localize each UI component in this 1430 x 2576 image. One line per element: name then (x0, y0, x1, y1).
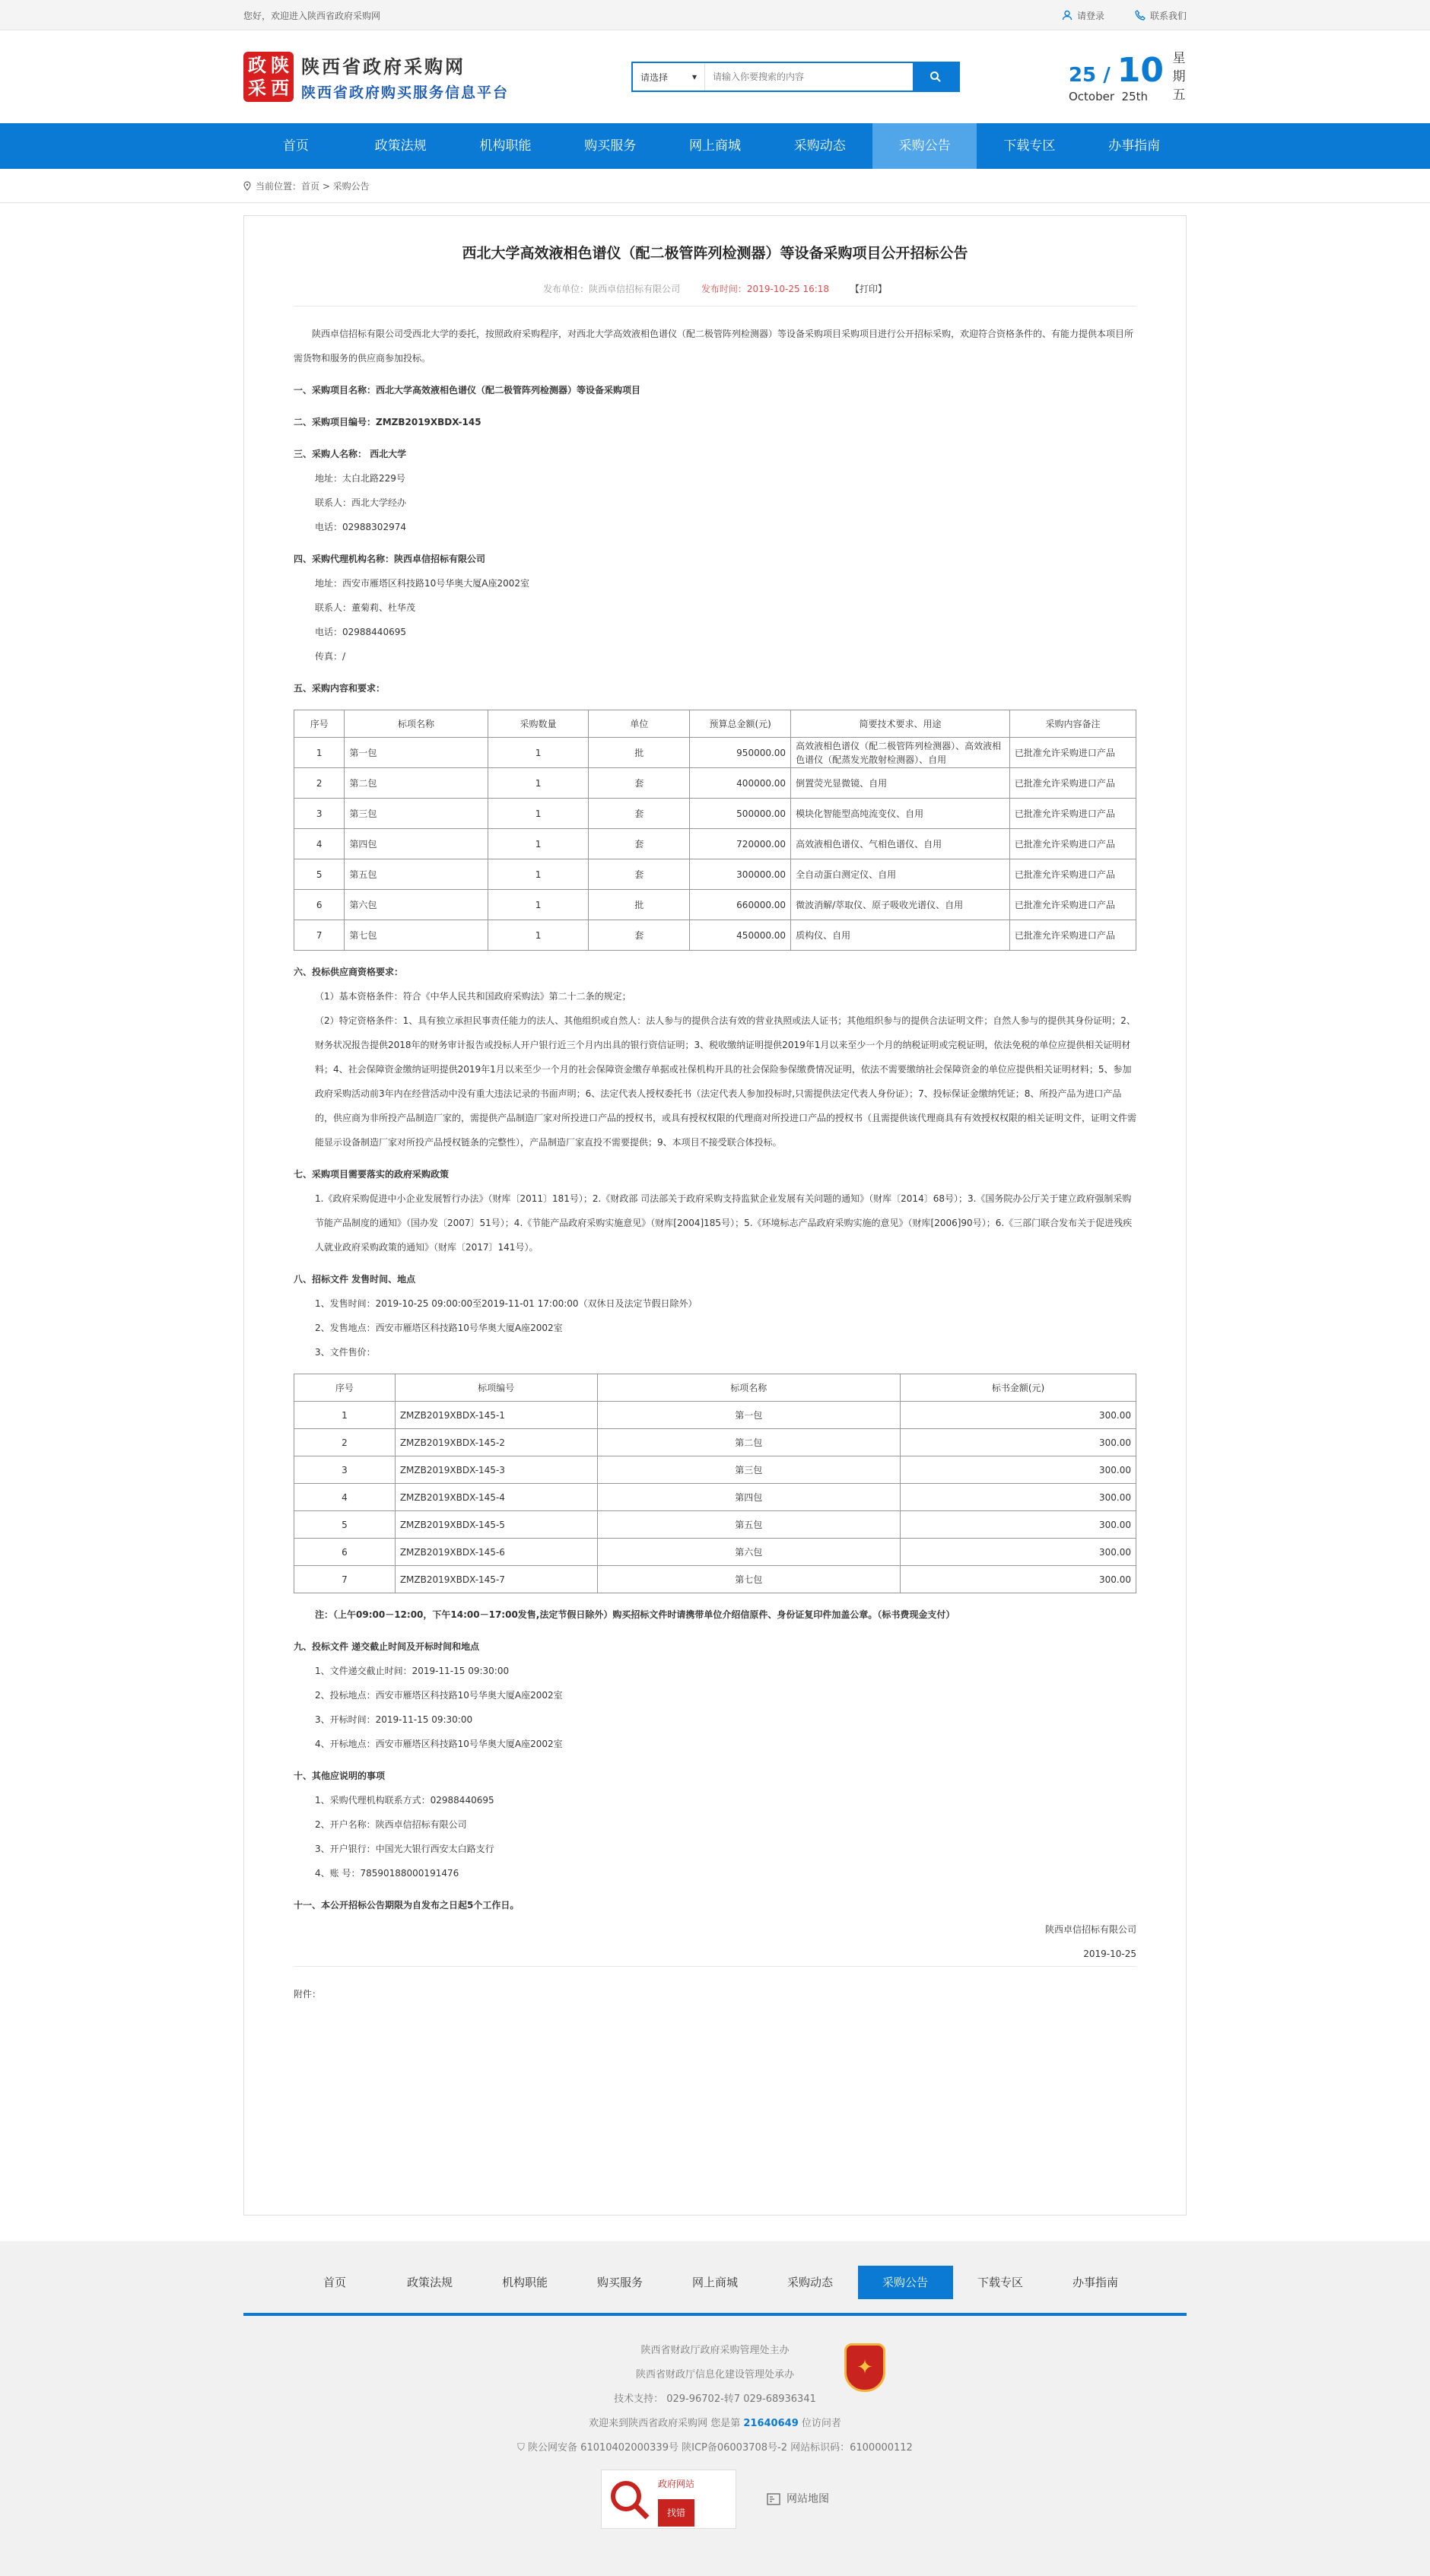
table-cell: ZMZB2019XBDX-145-6 (395, 1539, 597, 1566)
agency-fax: 传真：/ (315, 651, 346, 662)
table-cell: 1 (488, 829, 589, 859)
section-heading: 十一、本公开招标公告期限为自发布之日起5个工作日。 (294, 1900, 520, 1911)
table-row (294, 890, 1136, 920)
section-heading: 五、采购内容和要求： (294, 683, 386, 694)
nav-announcements[interactable]: 采购公告 (872, 123, 977, 169)
table-cell: 2 (294, 1429, 396, 1456)
table-cell: 已批准允许采购进口产品 (1009, 920, 1136, 951)
procurement-table (294, 710, 1136, 951)
nav-mall[interactable]: 网上商城 (689, 138, 742, 154)
table-cell: ZMZB2019XBDX-145-1 (395, 1402, 597, 1429)
police-badge-icon: ⛉ (517, 2442, 525, 2454)
table-cell: 套 (589, 768, 690, 799)
tech-support: 技术支持： 029-96702-转7 029-68936341 (614, 2393, 816, 2405)
account-name: 2、开户名称：陕西卓信招标有限公司 (315, 1819, 467, 1830)
logo-char: 采 (248, 78, 266, 99)
weekday-char: 星 (1172, 51, 1186, 66)
table-cell: 7 (294, 920, 345, 951)
contact-label[interactable]: 联系我们 (1149, 10, 1187, 21)
table-header: 标书金额(元) (901, 1374, 1136, 1402)
table-cell: 1 (488, 920, 589, 951)
logo-mark (243, 52, 294, 102)
table-row (294, 859, 1136, 890)
table-cell: 批 (589, 738, 690, 768)
section-heading: 四、采购代理机构名称：陕西卓信招标有限公司 (294, 554, 486, 564)
table-cell: 950000.00 (690, 738, 791, 768)
footer-nav-guide[interactable]: 办事指南 (1072, 2276, 1118, 2289)
publish-time: 发布时间：2019-10-25 16:18 (701, 284, 830, 294)
nav-downloads[interactable]: 下载专区 (1003, 138, 1056, 154)
footer-info (243, 2339, 1187, 2529)
table-cell: 1 (488, 768, 589, 799)
user-icon (1062, 10, 1072, 21)
nav-agency[interactable]: 机构职能 (479, 138, 532, 154)
nav-services[interactable]: 购买服务 (584, 138, 637, 154)
agency-contact: 联系人：董菊莉、杜华茂 (315, 602, 416, 613)
table-row (294, 799, 1136, 829)
date-day-en: 25th (1121, 89, 1149, 103)
table-cell: 720000.00 (690, 829, 791, 859)
opening-location: 4、开标地点：西安市雁塔区科技路10号华奥大厦A座2002室 (315, 1739, 563, 1749)
purchaser-address: 地址：太白北路229号 (315, 473, 405, 484)
table-cell: 第四包 (597, 1484, 901, 1511)
table-cell: 质构仪、自用 (791, 920, 1010, 951)
site-subtitle: 陕西省政府购买服务信息平台 (301, 84, 510, 101)
host-line: 陕西省财政厅政府采购管理处主办 (640, 2345, 790, 2356)
table-cell: 第一包 (345, 738, 488, 768)
table-header: 标项编号 (395, 1374, 597, 1402)
table-cell: 300.00 (901, 1511, 1136, 1539)
table-cell: 7 (294, 1566, 396, 1593)
footer-nav-services[interactable]: 购买服务 (596, 2276, 643, 2289)
table-cell: 300.00 (901, 1539, 1136, 1566)
error-report-widget[interactable] (601, 2470, 736, 2529)
table-cell: ZMZB2019XBDX-145-3 (395, 1456, 597, 1484)
magnifier-icon (606, 2476, 652, 2522)
footer-nav-news[interactable]: 采购动态 (786, 2276, 833, 2289)
search-button[interactable] (913, 63, 958, 91)
date-widget: 25 / 10 October 25th 星 期 五 (1068, 50, 1186, 103)
footer-nav-mall[interactable]: 网上商城 (691, 2276, 738, 2289)
section-heading: 二、采购项目编号：ZMZB2019XBDX-145 (294, 417, 481, 427)
table-cell: 300.00 (901, 1402, 1136, 1429)
table-cell: 5 (294, 1511, 396, 1539)
table-cell: 第五包 (345, 859, 488, 890)
table-cell: 第五包 (597, 1511, 901, 1539)
bank: 3、开户银行：中国光大银行西安太白路支行 (315, 1844, 494, 1854)
fee-table (294, 1374, 1136, 1593)
article-title: 西北大学高效液相色谱仪（配二极管阵列检测器）等设备采购项目公开招标公告 (462, 245, 968, 262)
visitor-count: 21640649 (743, 2418, 799, 2429)
table-row (294, 1429, 1136, 1456)
search-icon (930, 71, 942, 83)
nav-home[interactable]: 首页 (282, 138, 309, 154)
visitor-post: 位访问者 (801, 2418, 841, 2429)
table-cell: 第三包 (597, 1456, 901, 1484)
party-badge-icon[interactable]: ✦ (844, 2343, 885, 2392)
welcome-text: 您好，欢迎进入陕西省政府采购网 (243, 10, 381, 21)
table-cell: 第六包 (597, 1539, 901, 1566)
logo-char: 西 (271, 78, 289, 99)
table-row (294, 1566, 1136, 1593)
print-button[interactable]: 【打印】 (850, 284, 887, 294)
table-cell: 全自动蛋白测定仪、自用 (791, 859, 1010, 890)
publisher: 发布单位：陕西卓信招标有限公司 (543, 284, 681, 294)
table-cell: 已批准允许采购进口产品 (1009, 829, 1136, 859)
section-heading: 六、投标供应商资格要求： (294, 967, 404, 977)
table-header: 采购内容备注 (1009, 710, 1136, 738)
breadcrumb[interactable]: 当前位置：首页 > 采购公告 (256, 180, 370, 192)
table-cell: 4 (294, 1484, 396, 1511)
sale-time: 1、发售时间：2019-10-25 09:00:00至2019-11-01 17:00:00（双休日及法定节假日除外） (315, 1298, 698, 1309)
table-row (294, 1511, 1136, 1539)
date-month-en: October (1068, 89, 1114, 103)
table-cell: 已批准允许采购进口产品 (1009, 738, 1136, 768)
section-heading: 一、采购项目名称：西北大学高效液相色谱仪（配二极管阵列检测器）等设备采购项目 (294, 385, 641, 395)
weekday-char: 五 (1172, 87, 1186, 103)
basic-qualification: （1）基本资格条件：符合《中华人民共和国政府采购法》第二十二条的规定； (315, 991, 631, 1002)
section-heading: 九、投标文件 递交截止时间及开标时间和地点 (294, 1641, 480, 1652)
footer-nav (243, 2266, 1187, 2316)
table-row (294, 1402, 1136, 1429)
signature-date: 2019-10-25 (1083, 1949, 1136, 1959)
search-box (631, 62, 960, 92)
table-cell: 倒置荧光显微镜、自用 (791, 768, 1010, 799)
opening-time: 3、开标时间：2019-11-15 09:30:00 (315, 1714, 473, 1725)
table-cell: 1 (488, 738, 589, 768)
table-cell: 300.00 (901, 1484, 1136, 1511)
section-heading: 八、招标文件 发售时间、地点 (294, 1274, 416, 1285)
top-bar (0, 0, 1430, 30)
visitor-pre: 欢迎来到陕西省政府采购网 您是第 (589, 2418, 741, 2429)
table-cell: 500000.00 (690, 799, 791, 829)
table-row (294, 1484, 1136, 1511)
table-header: 标项名称 (597, 1374, 901, 1402)
table-header: 采购数量 (488, 710, 589, 738)
table-cell: ZMZB2019XBDX-145-2 (395, 1429, 597, 1456)
jc-title: 政府网站 (658, 2479, 695, 2489)
bid-location: 2、投标地点：西安市雁塔区科技路10号华奥大厦A座2002室 (315, 1690, 563, 1701)
agency-tel: 电话：02988440695 (315, 627, 406, 637)
table-cell: 1 (294, 1402, 396, 1429)
table-cell: 套 (589, 859, 690, 890)
table-header: 序号 (294, 1374, 396, 1402)
table-cell: 5 (294, 859, 345, 890)
contact-link[interactable] (1135, 9, 1187, 22)
table-cell: 第四包 (345, 829, 488, 859)
table-row (294, 1539, 1136, 1566)
table-cell: 3 (294, 1456, 396, 1484)
agency-address: 地址：西安市雁塔区科技路10号华奥大厦A座2002室 (315, 578, 530, 589)
table-header: 单位 (589, 710, 690, 738)
header (0, 30, 1430, 123)
table-row (294, 738, 1136, 768)
search-select-label: 请选择 (640, 71, 669, 83)
sale-note: 注：（上午09:00－12:00，下午14:00－17:00发售,法定节假日除外）购买招标文件时请携带单位介绍信原件、身份证复印件加盖公章。（标书费现金支付） (315, 1609, 955, 1620)
phone-icon (1135, 10, 1146, 21)
table-row (294, 1456, 1136, 1484)
logo-char: 陕 (271, 55, 289, 76)
sitemap-icon (767, 2493, 780, 2505)
table-row (294, 768, 1136, 799)
table-header: 标项名称 (345, 710, 488, 738)
table-cell: 400000.00 (690, 768, 791, 799)
table-cell: 第三包 (345, 799, 488, 829)
footer-nav-agency[interactable]: 机构职能 (501, 2276, 548, 2289)
table-cell: 微波消解/萃取仪、原子吸收光谱仪、自用 (791, 890, 1010, 920)
logo-char: 政 (248, 55, 266, 76)
location-pin-icon (243, 181, 251, 191)
table-cell: 套 (589, 799, 690, 829)
sale-price-label: 3、文件售价： (315, 1347, 376, 1358)
table-cell: 第二包 (345, 768, 488, 799)
table-cell: 2 (294, 768, 345, 799)
weekday (1171, 49, 1187, 104)
article (243, 215, 1187, 2215)
other-contact: 1、采购代理机构联系方式：02988440695 (315, 1795, 494, 1806)
site-logo[interactable] (243, 52, 609, 102)
table-cell: 6 (294, 1539, 396, 1566)
table-cell: ZMZB2019XBDX-145-4 (395, 1484, 597, 1511)
table-cell: 300.00 (901, 1566, 1136, 1593)
table-cell: 高效液相色谱仪（配二极管阵列检测器）、高效液相色谱仪（配蒸发光散射检测器）、自用 (791, 738, 1010, 768)
sitemap-label[interactable]: 网站地图 (786, 2493, 829, 2505)
date-day: 10 (1117, 50, 1164, 90)
date-month-num: 25 (1068, 63, 1097, 87)
footer-nav-announcements[interactable]: 采购公告 (858, 2266, 953, 2299)
table-header: 简要技术要求、用途 (791, 710, 1010, 738)
account-number: 4、账 号：78590188000191476 (315, 1868, 459, 1879)
table-cell: 已批准允许采购进口产品 (1009, 859, 1136, 890)
table-cell: 套 (589, 920, 690, 951)
table-cell: 3 (294, 799, 345, 829)
login-link[interactable] (1062, 9, 1104, 22)
table-cell: 1 (488, 859, 589, 890)
chevron-down-icon: ▾ (691, 71, 697, 82)
nav-guide[interactable]: 办事指南 (1108, 138, 1161, 154)
table-cell: 高效液相色谱仪、气相色谱仪、自用 (791, 829, 1010, 859)
table-cell: 1 (488, 890, 589, 920)
purchaser-tel: 电话：02988302974 (315, 522, 406, 532)
deadline: 1、文件递交截止时间：2019-11-15 09:30:00 (315, 1666, 510, 1676)
table-cell: ZMZB2019XBDX-145-7 (395, 1566, 597, 1593)
table-cell: ZMZB2019XBDX-145-5 (395, 1511, 597, 1539)
footer (0, 2241, 1430, 2576)
sitemap-link[interactable] (767, 2487, 829, 2511)
weekday-char: 期 (1172, 69, 1186, 84)
specific-qualification: （2）特定资格条件：1、具有独立承担民事责任能力的法人、其他组织或自然人：法人参与的提供合法有效的营业执照或法人证书；其他组织参与的提供合法证明文件；自然人参与的提供其身份证明；2、财务状况报告提供2018年的财务审计报告或投标人开户银行近三个月内出具的银行资信证明；3、税收缴纳证明提供2019年1月以来至少一个月的纳税证明或完税证明，依法免税的单位应提供相关证明材料；4、社会保障资金缴纳证明提供2019年1月以来至少一个月的社会保障资金缴存单据或社保机构开具的社会保险参保缴费情况证明，依法不需要缴纳社会保障资金的单位应提供相关证明材料；5、参加政府采购活动前3年内在经营活动中没有重大违法记录的书面声明；6、法定代表人授权委托书（法定代表人参加投标时,只需提供法定代表人身份证）；7、投标保证金缴纳凭证；8、所投产品为进口产品的，供应商为非所投产品制造厂家的，需提供产品制造厂家对所投进口产品的授权书，或具有授权权限的代理商对所投进口产品的授权书（且需提供该代理商具有有效授权权限的相关证明文件，证明文件需能显示设备制造厂家对所投产品授权链条的完整性），产品制造厂家直投不需要提供；9、本项目不接受联合体投标。 (315, 1015, 1137, 1148)
table-cell: 已批准允许采购进口产品 (1009, 768, 1136, 799)
table-cell: 1 (294, 738, 345, 768)
table-row (294, 920, 1136, 951)
visitor-counter (243, 2412, 1187, 2436)
site-title: 陕西省政府采购网 (301, 56, 466, 78)
purchaser-contact: 联系人：西北大学经办 (315, 497, 407, 508)
section-heading: 三、采购人名称： 西北大学 (294, 449, 407, 459)
table-cell: 第二包 (597, 1429, 901, 1456)
table-cell: 第七包 (597, 1566, 901, 1593)
table-cell: 660000.00 (690, 890, 791, 920)
login-label[interactable]: 请登录 (1076, 10, 1104, 21)
table-cell: 套 (589, 829, 690, 859)
search-category-select[interactable] (633, 63, 705, 91)
table-cell: 6 (294, 890, 345, 920)
table-cell: 300.00 (901, 1429, 1136, 1456)
section-heading: 七、采购项目需要落实的政府采购政策 (294, 1169, 450, 1180)
table-cell: 第七包 (345, 920, 488, 951)
table-cell: 300000.00 (690, 859, 791, 890)
table-cell: 已批准允许采购进口产品 (1009, 799, 1136, 829)
signature-org: 陕西卓信招标有限公司 (1044, 1924, 1136, 1935)
nav-policy[interactable]: 政策法规 (374, 138, 427, 154)
jc-button[interactable]: 找错 (658, 2499, 694, 2527)
organizer-line: 陕西省财政厅信息化建设管理处承办 (635, 2369, 794, 2381)
footer-nav-home[interactable]: 首页 (323, 2276, 346, 2289)
section-heading: 十、其他应说明的事项 (294, 1771, 386, 1781)
policy-list: 1.《政府采购促进中小企业发展暂行办法》（财库〔2011〕181号）；2.《财政部 司法部关于政府采购支持监狱企业发展有关问题的通知》（财库〔2014〕68号）；3.《国务院办公厅关于建立政府强制采购节能产品制度的通知》（国办发〔2007〕51号）；4.《节能产品政府采购实施意见》（财库[2004]185号）；5.《环境标志产品政府采购实施的意见》（财库[2006]90号）；6.《三部门联合发布关于促进残疾人就业政府采购政策的通知》（财库〔2017〕141号）。 (315, 1193, 1133, 1253)
main-nav (0, 123, 1430, 169)
footer-nav-policy[interactable]: 政策法规 (406, 2276, 453, 2289)
table-cell: 300.00 (901, 1456, 1136, 1484)
footer-nav-downloads[interactable]: 下载专区 (977, 2276, 1023, 2289)
icp-text: 陕公网安备 61010402000339号 陕ICP备06003708号-2 网站标识码：6100000112 (528, 2442, 913, 2454)
sale-location: 2、发售地点：西安市雁塔区科技路10号华奥大厦A座2002室 (315, 1323, 563, 1333)
table-cell: 模块化智能型高纯流变仪、自用 (791, 799, 1010, 829)
table-cell: 第六包 (345, 890, 488, 920)
icp-info (243, 2436, 1187, 2460)
nav-news[interactable]: 采购动态 (793, 138, 846, 154)
attachments: 附件： (294, 1966, 1136, 2006)
table-cell: 1 (488, 799, 589, 829)
search-input[interactable] (705, 63, 913, 91)
intro-paragraph: 陕西卓信招标有限公司受西北大学的委托，按照政府采购程序，对西北大学高效液相色谱仪（配二极管阵列检测器）等设备采购项目采购项目进行公开招标采购，欢迎符合资格条件的、有能力提供本项目所需货物和服务的供应商参加投标。 (294, 329, 1134, 364)
table-cell: 已批准允许采购进口产品 (1009, 890, 1136, 920)
table-header: 预算总金额(元) (690, 710, 791, 738)
article-body (294, 322, 1136, 2006)
table-cell: 第一包 (597, 1402, 901, 1429)
table-cell: 批 (589, 890, 690, 920)
table-header: 序号 (294, 710, 345, 738)
table-row (294, 829, 1136, 859)
article-meta (294, 282, 1136, 307)
table-cell: 4 (294, 829, 345, 859)
table-cell: 450000.00 (690, 920, 791, 951)
